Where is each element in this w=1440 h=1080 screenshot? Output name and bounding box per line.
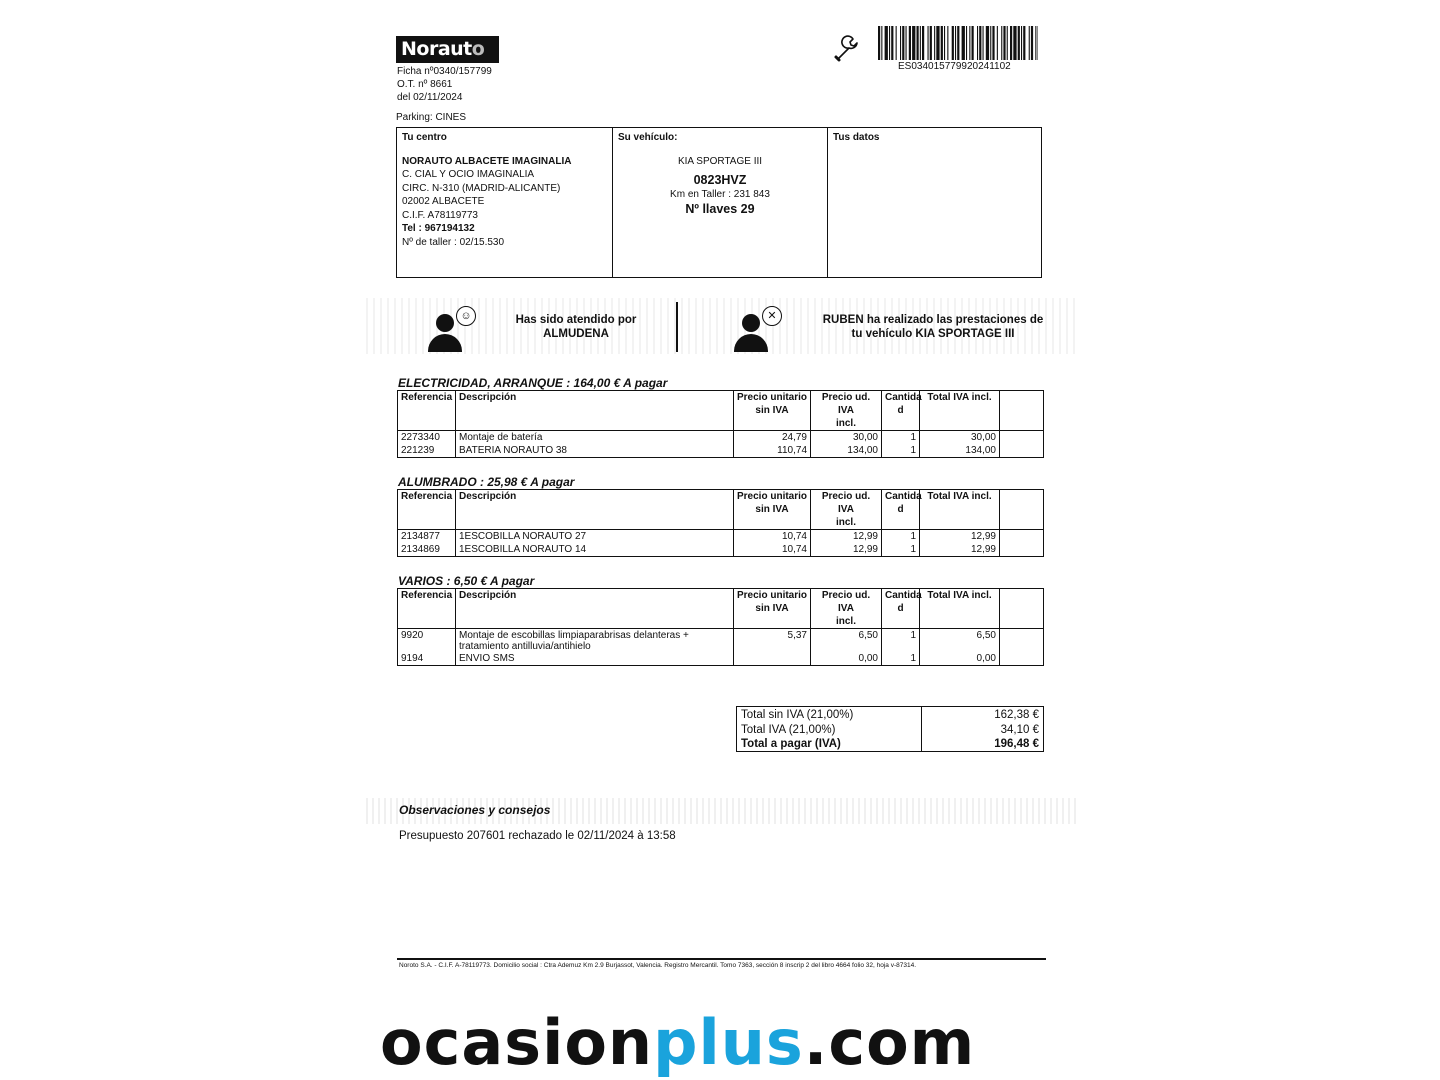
col-descripcion: Descripción bbox=[456, 589, 734, 629]
col-precio-iva: Precio ud. IVA incl. bbox=[811, 391, 882, 431]
document-meta bbox=[397, 65, 492, 104]
vehiculo-km: Km en Taller : 231 843 bbox=[670, 189, 770, 200]
total-iva-value: 34,10 € bbox=[1000, 723, 1039, 736]
col-descripcion: Descripción bbox=[456, 490, 734, 530]
col-precio-unitario: Precio unitario sin IVA bbox=[734, 391, 811, 431]
datos-column bbox=[828, 128, 1041, 277]
attend-divider bbox=[676, 302, 678, 352]
col-empty bbox=[1000, 589, 1044, 629]
table-row: 2134869 1ESCOBILLA NORAUTO 14 10,74 12,99 1 12,99 bbox=[398, 543, 1044, 557]
total-sin-iva-value: 162,38 € bbox=[994, 709, 1039, 721]
col-empty bbox=[1000, 490, 1044, 530]
footer-legal: Noroto S.A. - C.I.F. A-78119773. Domicilio social : Ctra Ademuz Km 2.9 Burjassot, Valencia. Registro Mercantil. Tomo 7363, sección 8 inscrip 2 del libro 4664 folio 32, hoja v-87314. bbox=[399, 962, 917, 969]
table-row: 2273340 Montaje de batería 24,79 30,00 1 30,00 bbox=[398, 431, 1044, 445]
ot-number: O.T. nº 8661 bbox=[397, 79, 453, 90]
col-referencia: Referencia bbox=[398, 589, 456, 629]
total-sin-iva-label: Total sin IVA (21,00%) bbox=[741, 709, 854, 721]
col-cantidad: Cantida d bbox=[882, 391, 920, 431]
section-title-alumbrado: ALUMBRADO : 25,98 € A pagar bbox=[398, 475, 575, 489]
items-table-alumbrado bbox=[397, 489, 1044, 557]
total-iva-label: Total IVA (21,00%) bbox=[741, 723, 836, 736]
attended-band bbox=[366, 298, 1076, 354]
col-cantidad: Cantida d bbox=[882, 490, 920, 530]
datos-header: Tus datos bbox=[833, 132, 880, 143]
col-precio-iva: Precio ud. IVA incl. bbox=[811, 589, 882, 629]
barcode-number: ES034015779920241102 bbox=[898, 61, 1011, 72]
ficha-number: Ficha nº0340/157799 bbox=[397, 66, 492, 77]
footer-divider bbox=[397, 958, 1046, 960]
table-row: 9920 Montaje de escobillas limpiaparabrisas delanteras + tratamiento antilluvia/antihielo 5,37 6,50 1 6,50 bbox=[398, 629, 1044, 653]
col-total: Total IVA incl. bbox=[920, 391, 1000, 431]
vehiculo-model: KIA SPORTAGE III bbox=[677, 155, 763, 167]
vehiculo-keys: Nº llaves 29 bbox=[685, 201, 755, 216]
table-row: 2134877 1ESCOBILLA NORAUTO 27 10,74 12,99 1 12,99 bbox=[398, 530, 1044, 544]
centro-phone: Tel : 967194132 bbox=[402, 223, 475, 234]
norauto-logo: Norauto bbox=[396, 36, 499, 63]
col-total: Total IVA incl. bbox=[920, 589, 1000, 629]
total-pagar-value: 196,48 € bbox=[994, 738, 1039, 750]
observations-title: Observaciones y consejos bbox=[399, 803, 551, 817]
section-title-varios: VARIOS : 6,50 € A pagar bbox=[398, 574, 535, 588]
col-precio-unitario: Precio unitario sin IVA bbox=[734, 490, 811, 530]
col-total: Total IVA incl. bbox=[920, 490, 1000, 530]
col-precio-iva: Precio ud. IVA incl. bbox=[811, 490, 882, 530]
col-empty bbox=[1000, 391, 1044, 431]
col-precio-unitario: Precio unitario sin IVA bbox=[734, 589, 811, 629]
centro-address-3: 02002 ALBACETE bbox=[402, 196, 485, 207]
attended-by-text: Has sido atendido por ALMUDENA bbox=[515, 314, 637, 340]
col-referencia: Referencia bbox=[398, 490, 456, 530]
centro-header: Tu centro bbox=[402, 132, 447, 143]
col-descripcion: Descripción bbox=[456, 391, 734, 431]
table-row: 9194 ENVIO SMS 0,00 1 0,00 bbox=[398, 652, 1044, 666]
items-table-varios bbox=[397, 588, 1044, 666]
centro-column bbox=[397, 128, 613, 277]
wrench-icon bbox=[832, 33, 862, 63]
section-title-electricidad: ELECTRICIDAD, ARRANQUE : 164,00 € A pagar bbox=[398, 376, 668, 390]
vehiculo-plate: 0823HVZ bbox=[693, 173, 747, 187]
centro-taller: Nº de taller : 02/15.530 bbox=[402, 236, 505, 248]
info-table bbox=[396, 127, 1042, 278]
centro-address-2: CIRC. N-310 (MADRID-ALICANTE) bbox=[402, 182, 561, 194]
ocasionplus-logo: ocasionplus.com bbox=[380, 1006, 976, 1079]
barcode bbox=[878, 26, 1038, 60]
total-pagar-label: Total a pagar (IVA) bbox=[741, 738, 841, 750]
vehiculo-header: Su vehículo: bbox=[618, 132, 678, 143]
document-date: del 02/11/2024 bbox=[397, 92, 463, 103]
table-row: 221239 BATERIA NORAUTO 38 110,74 134,00 1 134,00 bbox=[398, 444, 1044, 458]
parking-label: Parking: CINES bbox=[396, 112, 467, 123]
col-cantidad: Cantida d bbox=[882, 589, 920, 629]
col-referencia: Referencia bbox=[398, 391, 456, 431]
vehiculo-column bbox=[613, 128, 828, 277]
centro-cif: C.I.F. A78119773 bbox=[402, 209, 478, 221]
tools-icon: ✕ bbox=[762, 306, 782, 326]
observations-text: Presupuesto 207601 rechazado le 02/11/2024 à 13:58 bbox=[399, 830, 676, 842]
smiley-icon: ☺ bbox=[456, 306, 476, 326]
mechanic-text: RUBEN ha realizado las prestaciones de tu vehículo KIA SPORTAGE III bbox=[822, 314, 1044, 340]
totals-box bbox=[736, 706, 1044, 752]
centro-name: NORAUTO ALBACETE IMAGINALIA bbox=[402, 155, 572, 167]
items-table-electricidad bbox=[397, 390, 1044, 458]
centro-address-1: C. CIAL Y OCIO IMAGINALIA bbox=[402, 169, 535, 180]
